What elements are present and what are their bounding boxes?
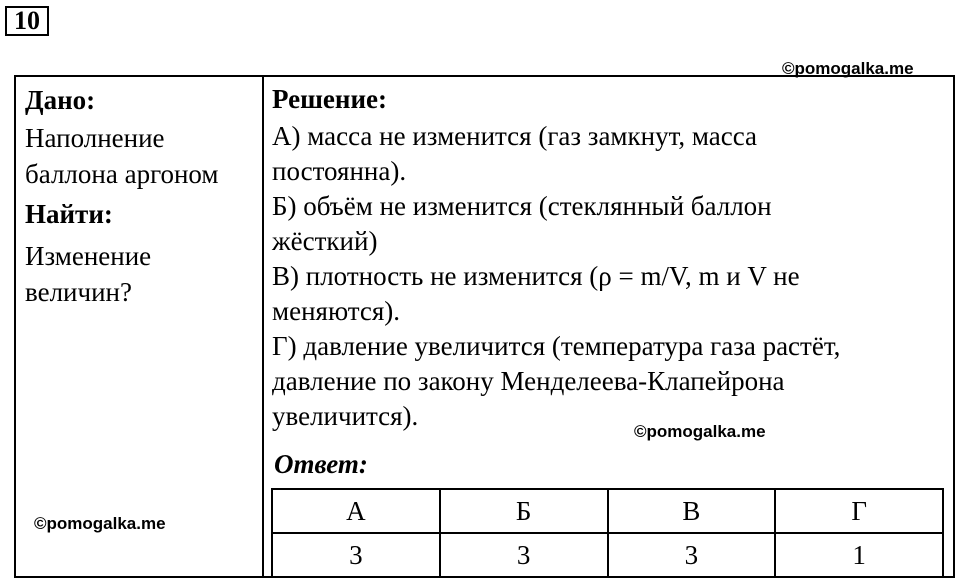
solution-line: Г) давление увеличится (температура газа растёт, <box>272 331 841 361</box>
solution-line: В) плотность не изменится (ρ = m/V, m и V не <box>272 261 800 291</box>
column-divider <box>262 75 264 578</box>
answer-heading: Ответ: <box>274 449 368 479</box>
given-heading: Дано: <box>25 85 96 115</box>
solution-line: жёсткий) <box>272 226 378 256</box>
solution-line: давление по закону Менделеева-Клапейрона <box>272 366 785 396</box>
solution-heading: Решение: <box>272 84 387 114</box>
solution-line: увеличится). <box>272 401 419 431</box>
answer-table <box>271 488 944 578</box>
answer-header-cell: А <box>272 489 440 533</box>
solution-line: Б) объём не изменится (стеклянный баллон <box>272 191 772 221</box>
answer-value-cell: 3 <box>608 533 776 577</box>
answer-header-row <box>272 489 943 533</box>
solution-line: А) масса не изменится (газ замкнут, масса <box>272 121 758 151</box>
given-line: баллона аргоном <box>25 159 219 189</box>
answer-value-row <box>272 533 943 577</box>
answer-value-cell: 3 <box>272 533 440 577</box>
solution-column <box>272 82 948 434</box>
find-heading: Найти: <box>25 199 113 229</box>
answer-value-cell: 3 <box>440 533 608 577</box>
watermark-middle: ©pomogalka.me <box>634 422 766 441</box>
answer-header-cell: Г <box>775 489 943 533</box>
task-number: 10 <box>5 6 49 36</box>
answer-header-cell: Б <box>440 489 608 533</box>
find-line: величин? <box>25 277 132 307</box>
solution-line: постоянна). <box>272 156 407 186</box>
watermark-top: ©pomogalka.me <box>782 59 914 78</box>
answer-value-cell: 1 <box>775 533 943 577</box>
answer-header-cell: В <box>608 489 776 533</box>
watermark-bottom: ©pomogalka.me <box>34 514 166 533</box>
given-line: Наполнение <box>25 123 165 153</box>
solution-line: меняются). <box>272 296 401 326</box>
find-line: Изменение <box>25 241 152 271</box>
given-column <box>25 82 257 310</box>
